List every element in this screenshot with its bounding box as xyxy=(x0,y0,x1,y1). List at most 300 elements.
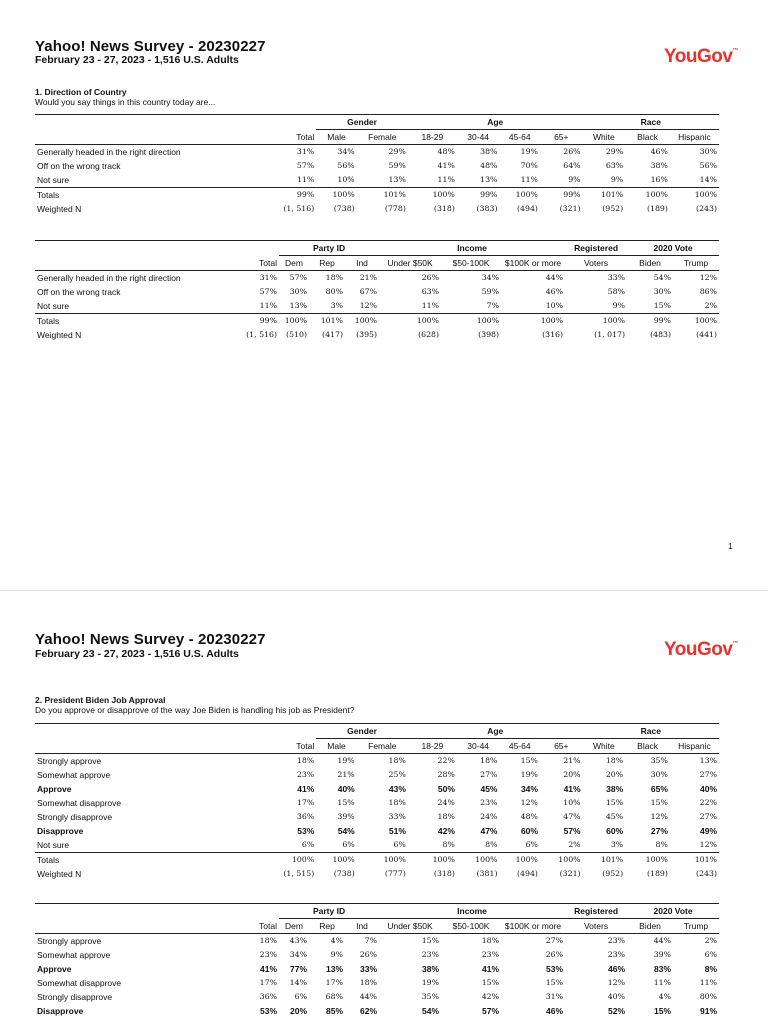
cell-value: 10% xyxy=(337,175,355,184)
row-label: Approve xyxy=(37,784,72,794)
cell-value: 18% xyxy=(248,754,316,769)
cell-value: 85% xyxy=(325,1006,343,1016)
cell-value: 27% xyxy=(650,826,668,836)
crosstab-table xyxy=(35,903,719,1018)
column-header: $100K or more xyxy=(504,258,562,268)
cell-value: 53% xyxy=(259,1006,277,1016)
crosstab-table xyxy=(35,723,719,881)
cell-value: 24% xyxy=(480,812,498,821)
cell-value: (510) xyxy=(286,330,307,339)
column-header: $50-100K xyxy=(452,258,490,268)
row-label: Generally headed in the right direction xyxy=(35,145,248,160)
cell-value: 22% xyxy=(699,798,717,807)
cell-value: (1, 017) xyxy=(594,330,626,339)
cell-value: 45% xyxy=(605,812,624,821)
cell-value: 8% xyxy=(655,840,668,849)
cell-value: 15% xyxy=(654,1006,672,1016)
cell-value: 14% xyxy=(699,175,717,184)
group-header: 2020 Vote xyxy=(627,241,719,256)
cell-value: 99% xyxy=(540,188,583,203)
cell-value: 27% xyxy=(480,770,498,779)
cell-value: (417) xyxy=(322,330,343,339)
column-header: Under $50K xyxy=(387,921,433,931)
blank-header xyxy=(35,919,235,934)
cell-value: 44% xyxy=(627,934,673,949)
cell-value: 99% xyxy=(248,188,316,203)
cell-value: 91% xyxy=(700,1006,718,1016)
cell-value: 17% xyxy=(296,798,315,807)
group-header: Race xyxy=(583,724,719,739)
cell-value: 99% xyxy=(235,314,279,329)
cell-value: 19% xyxy=(316,754,356,769)
column-header: Total xyxy=(296,131,315,142)
cell-value: 100% xyxy=(499,188,539,203)
row-label: Not sure xyxy=(37,840,70,850)
cell-value: 13% xyxy=(388,175,406,184)
column-header: Female xyxy=(368,741,397,751)
cell-value: 23% xyxy=(480,798,498,807)
group-header: Party ID xyxy=(279,241,379,256)
column-header: Biden xyxy=(639,258,661,268)
cell-value: 3% xyxy=(610,840,624,849)
cell-value: 101% xyxy=(670,853,719,868)
cell-value: 100% xyxy=(457,853,500,868)
cell-value: 29% xyxy=(583,145,626,160)
cell-value: 56% xyxy=(699,161,717,170)
blank-header xyxy=(35,724,248,739)
cell-value: (318) xyxy=(433,204,455,213)
cell-value: (189) xyxy=(646,204,668,213)
cell-value: 25% xyxy=(388,770,406,779)
cell-value: 12% xyxy=(673,271,719,286)
crosstab-table xyxy=(35,114,719,216)
column-header: Voters xyxy=(583,258,609,268)
cell-value: 100% xyxy=(316,853,356,868)
cell-value: 53% xyxy=(546,964,564,974)
cell-value: (1, 515) xyxy=(283,869,315,878)
cell-value: (321) xyxy=(559,869,581,878)
cell-value: 6% xyxy=(525,840,538,849)
cell-value: (738) xyxy=(333,869,355,878)
cell-value: 23% xyxy=(481,950,500,959)
cell-value: 11% xyxy=(437,175,455,184)
table-row xyxy=(35,145,719,160)
cell-value: 15% xyxy=(481,978,500,987)
cell-value: 4% xyxy=(658,992,672,1001)
cell-value: 12% xyxy=(699,840,717,849)
totals-row xyxy=(35,188,719,203)
row-label: Weighted N xyxy=(37,869,82,879)
cell-value: 6% xyxy=(301,840,315,849)
survey-subtitle: February 23 - 27, 2023 - 1,516 U.S. Adults xyxy=(35,648,239,660)
column-header: $100K or more xyxy=(504,921,562,931)
cell-value: 100% xyxy=(357,853,408,868)
cell-value: 35% xyxy=(421,992,440,1001)
cell-value: 41% xyxy=(437,161,455,170)
cell-value: 46% xyxy=(545,287,564,296)
cell-value: 11% xyxy=(259,301,277,310)
cell-value: 23% xyxy=(421,950,440,959)
cell-value: 101% xyxy=(583,188,626,203)
cell-value: 101% xyxy=(309,314,345,329)
cell-value: 83% xyxy=(654,964,672,974)
cell-value: 30% xyxy=(653,287,672,296)
cell-value: 6% xyxy=(704,950,718,959)
cell-value: 41% xyxy=(259,964,277,974)
cell-value: 57% xyxy=(279,271,309,286)
cell-value: 12% xyxy=(520,798,538,807)
cell-value: 26% xyxy=(540,145,583,160)
cell-value: 101% xyxy=(583,853,626,868)
page-number: 1 xyxy=(728,541,733,551)
cell-value: (952) xyxy=(602,204,624,213)
cell-value: 40% xyxy=(337,784,355,794)
crosstab-table xyxy=(35,240,719,342)
cell-value: 11% xyxy=(421,301,440,310)
cell-value: 40% xyxy=(699,784,717,794)
cell-value: 15% xyxy=(605,798,624,807)
group-header: Age xyxy=(408,724,583,739)
table-row xyxy=(35,810,719,824)
cell-value: 11% xyxy=(699,978,718,987)
cell-value: 31% xyxy=(545,992,564,1001)
cell-value: 13% xyxy=(670,754,719,769)
cell-value: 100% xyxy=(316,188,356,203)
cell-value: (1, 516) xyxy=(246,330,277,339)
cell-value: 21% xyxy=(337,770,355,779)
cell-value: (777) xyxy=(384,869,406,878)
cell-value: 100% xyxy=(279,314,309,329)
question-text: Do you approve or disapprove of the way Joe Biden is handling his job as President? xyxy=(35,705,355,715)
cell-value: 53% xyxy=(297,826,315,836)
column-header: Rep xyxy=(319,921,335,931)
column-header: Trump xyxy=(683,258,709,268)
cell-value: 57% xyxy=(563,826,581,836)
cell-value: 30% xyxy=(289,287,307,296)
cell-value: (316) xyxy=(542,330,564,339)
blank-header xyxy=(248,115,316,130)
survey-subtitle: February 23 - 27, 2023 - 1,516 U.S. Adults xyxy=(35,54,239,66)
cell-value: 54% xyxy=(422,1006,440,1016)
question-title: 2. President Biden Job Approval xyxy=(35,695,166,705)
table-row xyxy=(35,768,719,782)
question-title: 1. Direction of Country xyxy=(35,87,127,97)
cell-value: 57% xyxy=(259,287,277,296)
cell-value: 28% xyxy=(437,770,455,779)
cell-value: 18% xyxy=(457,754,500,769)
cell-value: 19% xyxy=(421,978,440,987)
cell-value: 39% xyxy=(337,812,355,821)
cell-value: 13% xyxy=(325,964,343,974)
blank-header xyxy=(235,241,279,256)
cell-value: 11% xyxy=(520,175,538,184)
group-header: Party ID xyxy=(279,904,379,919)
cell-value: 20% xyxy=(563,770,581,779)
column-header: White xyxy=(593,741,615,751)
cell-value: 40% xyxy=(607,992,626,1001)
column-header: Male xyxy=(327,741,346,751)
cell-value: (395) xyxy=(356,330,378,339)
cell-value: 19% xyxy=(520,770,538,779)
group-header-row xyxy=(35,241,719,256)
cell-value: 43% xyxy=(388,784,406,794)
cell-value: 18% xyxy=(437,812,455,821)
column-header: Black xyxy=(637,132,658,142)
totals-row xyxy=(35,314,719,329)
blank-header xyxy=(235,904,279,919)
column-header: Dem xyxy=(285,921,303,931)
column-header: Male xyxy=(327,132,346,142)
cell-value: 63% xyxy=(421,287,440,296)
cell-value: 34% xyxy=(520,784,538,794)
cell-value: 11% xyxy=(653,978,672,987)
cell-value: 15% xyxy=(545,978,564,987)
cell-value: 7% xyxy=(345,934,379,949)
group-header-row xyxy=(35,724,719,739)
cell-value: (494) xyxy=(517,204,538,213)
group-header: Registered xyxy=(565,904,627,919)
cell-value: 26% xyxy=(359,950,378,959)
cell-value: 34% xyxy=(289,950,307,959)
column-header-row xyxy=(35,130,719,145)
table-row xyxy=(35,299,719,314)
cell-value: 100% xyxy=(673,314,719,329)
cell-value: 47% xyxy=(480,826,498,836)
blank-header xyxy=(35,115,248,130)
yougov-logo: YouGov™ xyxy=(664,639,738,660)
cell-value: 11% xyxy=(296,175,315,184)
group-header: Age xyxy=(408,115,583,130)
column-header: Rep xyxy=(319,258,335,268)
group-header: Income xyxy=(379,904,565,919)
cell-value: 100% xyxy=(625,188,670,203)
cell-value: (628) xyxy=(418,330,440,339)
row-label: Off on the wrong track xyxy=(37,287,121,297)
cell-value: 101% xyxy=(357,188,408,203)
table-row xyxy=(35,948,719,962)
cell-value: 23% xyxy=(607,950,626,959)
cell-value: 100% xyxy=(499,853,539,868)
cell-value: 100% xyxy=(345,314,379,329)
column-header: Voters xyxy=(583,921,609,931)
table-row xyxy=(35,990,719,1004)
row-label: Strongly approve xyxy=(35,754,248,769)
cell-value: 43% xyxy=(279,934,309,949)
cell-value: 16% xyxy=(650,175,668,184)
logo-text: YouGov xyxy=(664,46,733,67)
cell-value: 24% xyxy=(437,798,455,807)
cell-value: 18% xyxy=(309,271,345,286)
cell-value: 68% xyxy=(325,992,343,1001)
cell-value: 100% xyxy=(625,853,670,868)
cell-value: (483) xyxy=(650,330,672,339)
cell-value: (381) xyxy=(476,869,498,878)
cell-value: 18% xyxy=(359,978,378,987)
column-header: Hispanic xyxy=(678,132,711,142)
cell-value: 60% xyxy=(606,826,624,836)
column-header: 65+ xyxy=(554,741,569,751)
group-header: Gender xyxy=(316,724,408,739)
column-header: 18-29 xyxy=(421,132,444,142)
cell-value: 54% xyxy=(627,271,673,286)
cell-value: 100% xyxy=(441,314,501,329)
cell-value: (318) xyxy=(433,869,455,878)
cell-value: 9% xyxy=(568,175,581,184)
row-label: Approve xyxy=(37,964,72,974)
cell-value: 27% xyxy=(501,934,565,949)
column-header: 45-64 xyxy=(508,741,531,751)
column-header: Black xyxy=(637,741,658,751)
cell-value: (243) xyxy=(696,869,717,878)
row-label: Somewhat disapprove xyxy=(37,798,122,808)
row-label: Strongly disapprove xyxy=(37,992,113,1002)
cell-value: 48% xyxy=(480,161,498,170)
cell-value: 41% xyxy=(297,784,315,794)
column-header: Total xyxy=(259,920,277,931)
report-page-2 xyxy=(0,590,768,1024)
cell-value: 86% xyxy=(699,287,718,296)
question-text: Would you say things in this country today are... xyxy=(35,97,216,107)
cell-value: 59% xyxy=(388,161,406,170)
row-label: Not sure xyxy=(37,175,70,185)
cell-value: 38% xyxy=(457,145,500,160)
cell-value: (778) xyxy=(384,204,406,213)
blank-header xyxy=(35,256,235,271)
cell-value: 100% xyxy=(408,188,457,203)
cell-value: 58% xyxy=(607,287,626,296)
cell-value: 100% xyxy=(565,314,627,329)
totals-row xyxy=(35,853,719,868)
table-row xyxy=(35,962,719,976)
row-label: Totals xyxy=(35,314,235,329)
cell-value: 30% xyxy=(650,770,668,779)
cell-value: (189) xyxy=(646,869,668,878)
column-header: Trump xyxy=(683,921,709,931)
cell-value: 14% xyxy=(289,978,307,987)
row-label: Strongly approve xyxy=(35,934,235,949)
cell-value: 19% xyxy=(499,145,539,160)
cell-value: 100% xyxy=(670,188,719,203)
cell-value: 18% xyxy=(357,754,408,769)
cell-value: 9% xyxy=(610,175,624,184)
table-row xyxy=(35,782,719,796)
cell-value: 23% xyxy=(259,950,277,959)
cell-value: 36% xyxy=(296,812,315,821)
row-label: Off on the wrong track xyxy=(37,161,121,171)
cell-value: 42% xyxy=(437,826,455,836)
column-header: Ind xyxy=(356,258,368,268)
cell-value: 49% xyxy=(699,826,717,836)
group-header: Registered xyxy=(565,241,627,256)
column-header: 65+ xyxy=(554,132,569,142)
cell-value: 20% xyxy=(289,1006,307,1016)
cell-value: 44% xyxy=(359,992,378,1001)
cell-value: 2% xyxy=(704,301,718,310)
row-label: Somewhat approve xyxy=(37,770,111,780)
cell-value: 17% xyxy=(259,978,277,987)
table-row xyxy=(35,173,719,188)
cell-value: 15% xyxy=(379,934,441,949)
cell-value: 15% xyxy=(650,798,668,807)
cell-value: 67% xyxy=(359,287,378,296)
logo-text: YouGov xyxy=(664,639,733,660)
cell-value: 48% xyxy=(408,145,457,160)
cell-value: 18% xyxy=(235,934,279,949)
cell-value: 57% xyxy=(296,161,315,170)
group-header: Gender xyxy=(316,115,408,130)
cell-value: 21% xyxy=(345,271,379,286)
cell-value: (398) xyxy=(478,330,500,339)
group-header-row xyxy=(35,115,719,130)
cell-value: 4% xyxy=(309,934,345,949)
cell-value: 47% xyxy=(563,812,581,821)
table-row xyxy=(35,159,719,173)
cell-value: 20% xyxy=(605,770,624,779)
cell-value: 57% xyxy=(482,1006,500,1016)
cell-value: (494) xyxy=(517,869,538,878)
column-header: 45-64 xyxy=(508,132,531,142)
cell-value: 33% xyxy=(360,964,378,974)
cell-value: (321) xyxy=(559,204,581,213)
cell-value: 34% xyxy=(316,145,356,160)
cell-value: 23% xyxy=(296,770,315,779)
cell-value: 6% xyxy=(393,840,406,849)
cell-value: 3% xyxy=(330,301,343,310)
cell-value: 6% xyxy=(342,840,355,849)
table-row xyxy=(35,976,719,990)
weighted-n-row xyxy=(35,328,719,342)
cell-value: (952) xyxy=(602,869,624,878)
row-label: Weighted N xyxy=(37,204,82,214)
cell-value: 52% xyxy=(608,1006,626,1016)
cell-value: 99% xyxy=(457,188,500,203)
row-label: Disapprove xyxy=(37,1006,84,1016)
table-row xyxy=(35,796,719,810)
blank-header xyxy=(35,130,248,145)
yougov-logo: YouGov™ xyxy=(664,46,738,67)
cell-value: 50% xyxy=(437,784,455,794)
column-header: 30-44 xyxy=(467,132,490,142)
cell-value: 17% xyxy=(325,978,343,987)
blank-header xyxy=(35,241,235,256)
column-header: $50-100K xyxy=(452,921,490,931)
group-header: Race xyxy=(583,115,719,130)
cell-value: 64% xyxy=(563,161,581,170)
survey-title: Yahoo! News Survey - 20230227 xyxy=(35,38,266,55)
cell-value: 15% xyxy=(337,798,355,807)
row-label: Somewhat approve xyxy=(37,950,111,960)
cell-value: 13% xyxy=(289,301,307,310)
group-header: 2020 Vote xyxy=(627,904,719,919)
table-row xyxy=(35,271,719,286)
cell-value: 100% xyxy=(540,853,583,868)
cell-value: 38% xyxy=(650,161,668,170)
column-header: 18-29 xyxy=(421,741,444,751)
cell-value: 41% xyxy=(563,784,581,794)
cell-value: 77% xyxy=(289,964,307,974)
cell-value: 8% xyxy=(442,840,455,849)
row-label: Disapprove xyxy=(37,826,84,836)
blank-header xyxy=(35,904,235,919)
cell-value: 100% xyxy=(501,314,565,329)
cell-value: 9% xyxy=(330,950,343,959)
table-row xyxy=(35,1004,719,1018)
blank-header xyxy=(248,724,316,739)
cell-value: 80% xyxy=(699,992,718,1001)
cell-value: 10% xyxy=(545,301,564,310)
column-header: Total xyxy=(259,257,277,268)
cell-value: 51% xyxy=(388,826,406,836)
